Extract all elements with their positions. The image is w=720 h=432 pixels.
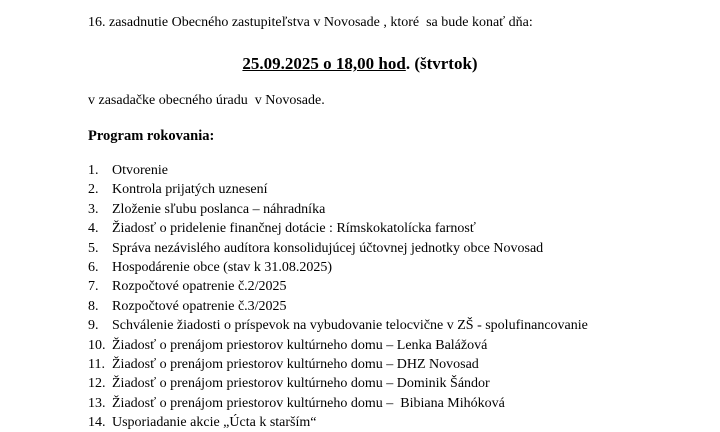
agenda-item-text: Žiadosť o prenájom priestorov kultúrneho domu – Dominik Šándor [112,376,490,392]
agenda-item-text: Usporiadanie akcie „Úcta k starším“ [112,415,317,431]
agenda-item-number: 11. [88,356,105,372]
agenda-item-number: 7. [88,279,99,295]
agenda-item-text: Žiadosť o prenájom priestorov kultúrneho domu – Lenka Balážová [112,337,488,353]
agenda-item [88,219,588,238]
agenda-item-number: 12. [88,376,106,392]
agenda-item-text: Rozpočtové opatrenie č.3/2025 [112,298,287,314]
program-heading: Program rokovania: [88,128,215,144]
agenda-item-text: Správa nezávislého audítora konsolidujúcej účtovnej jednotky obce Novosad [112,240,544,256]
agenda-item [88,258,588,277]
meeting-intro: 16. zasadnutie Obecného zastupiteľstva v Novosade , ktoré sa bude konať dňa: [88,15,533,30]
agenda-item [88,355,588,374]
agenda-item-text: Hospodárenie obce (stav k 31.08.2025) [112,259,333,275]
agenda-item-number: 1. [88,163,99,178]
agenda-item-text: Zloženie sľubu poslanca – náhradníka [112,201,326,217]
agenda-item-text: Žiadosť o prenájom priestorov kultúrneho domu – DHZ Novosad [112,356,479,372]
agenda-item [88,297,588,316]
agenda-item [88,239,588,258]
agenda-item-text: Schválenie žiadosti o príspevok na vybudovanie telocvične v ZŠ - spolufinancovanie [112,318,588,334]
agenda-item-number: 3. [88,201,99,217]
agenda-item [88,374,588,393]
agenda-item-text: Otvorenie [112,163,168,178]
meeting-date-line [0,54,720,74]
agenda-item-number: 9. [88,318,99,334]
agenda-item-number: 2. [88,182,99,198]
agenda-item-text: Žiadosť o prenájom priestorov kultúrneho domu – Bibiana Mihóková [112,395,505,411]
agenda-item-number: 14. [88,415,106,431]
agenda-item [88,180,588,199]
agenda-item-text: Rozpočtové opatrenie č.2/2025 [112,279,287,295]
agenda-item [88,316,588,335]
agenda-item [88,394,588,413]
agenda-item [88,200,588,219]
agenda-item-number: 6. [88,259,99,275]
agenda-item [88,336,588,355]
agenda-item-text: Kontrola prijatých uznesení [112,182,268,198]
meeting-day: . (štvrtok) [405,54,478,73]
agenda-item-number: 5. [88,240,99,256]
meeting-location: v zasadačke obecného úradu v Novosade. [88,93,325,108]
agenda-item-number: 8. [88,298,99,314]
agenda-item-number: 4. [88,221,99,237]
agenda-item-number: 10. [88,337,106,353]
agenda-item-text: Žiadosť o pridelenie finančnej dotácie : Rímskokatolícka farnosť [112,221,476,237]
agenda-item [88,413,588,432]
agenda-item [88,277,588,296]
agenda-item-number: 13. [88,395,106,411]
agenda-list [88,161,588,432]
agenda-item [88,161,588,180]
meeting-date: 25.09.2025 o 18,00 hod [242,54,406,73]
